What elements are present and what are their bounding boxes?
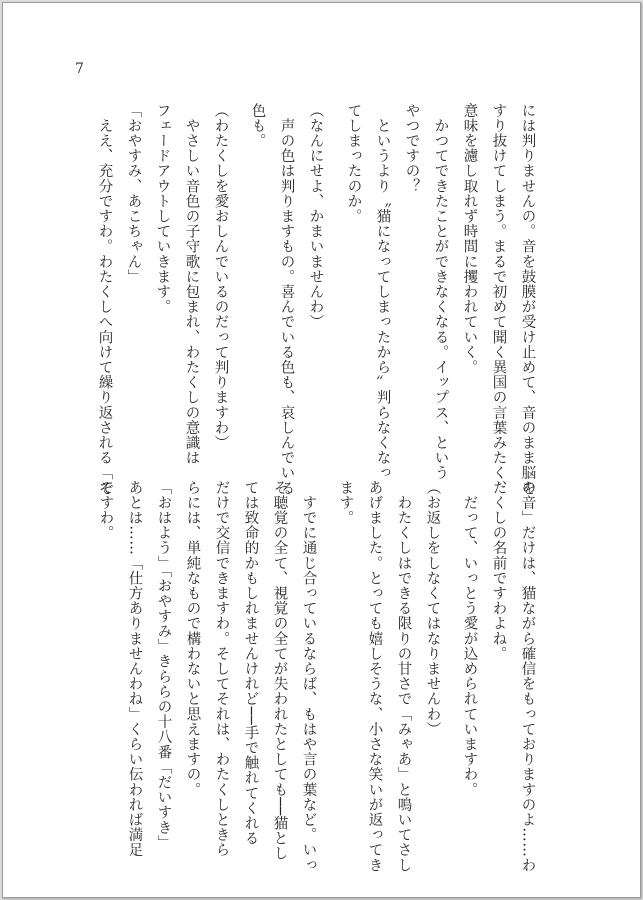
text-column: （お返しをしなくてはなりませんわ） <box>424 480 441 737</box>
text-column: ては致命的かもしれませんけれど──手で触れてくれる <box>242 480 259 846</box>
text-column: わたくしはできる限りの甘さで「みゃあ」と鳴いてさし <box>395 480 412 873</box>
text-column: てしまったのか。 <box>345 103 362 224</box>
text-column: だって、いっとう愛が込められていますわ。 <box>461 480 478 798</box>
text-column: の音」だけは、猫ながら確信をもっておりますのよ……わ <box>519 480 536 873</box>
text-column: フェードアウトしていきます。 <box>154 103 171 315</box>
text-column: すり抜けてしまう。まるで初めて聞く異国の言葉みたく、 <box>490 103 507 496</box>
text-column: たくしの名前ですわよね。 <box>490 480 507 662</box>
text-column: 「おはよう」「おやすみ」きららの十八番「だいすき」 <box>155 480 172 851</box>
text-column: やさしい音色の子守歌に包まれ、わたくしの意識は <box>183 103 200 466</box>
book-page <box>2 2 641 898</box>
text-column: かつてできたことができなくなる。イップス、という <box>432 103 449 481</box>
text-column: らには、単純なもので構わないと思えますの。 <box>184 480 201 798</box>
text-column: あげました。とっても嬉しそうな、小さな笑いが返ってき <box>366 480 383 873</box>
text-column: 色も。 <box>249 103 266 149</box>
text-column: すでに通じ合っているならば、もはや言の葉など。いっ <box>300 480 317 873</box>
text-column: ですわ。 <box>97 480 114 541</box>
text-column: そ聴覚の全て、視覚の全てが失われたとしても──猫とし <box>271 480 288 862</box>
text-column: ええ、充分ですわ。わたくしへ向けて繰り返される「そ <box>96 103 113 496</box>
text-column: というより〝猫になってしまったから〟判らなくなっ <box>374 103 391 481</box>
text-column: 声の色は判りますもの。喜んでいる色も、哀しんでいる <box>278 103 295 496</box>
text-column: には判りませんの。音を鼓膜が受け止めて、音のまま脳を <box>519 103 536 496</box>
text-column: ます。 <box>337 480 354 526</box>
text-column: （わたくしを愛おしんでいるのだって判りますわ） <box>212 103 229 451</box>
text-column: あとは……「仕方ありませんわね」くらい伝われば満足 <box>126 480 143 858</box>
text-column: 意味を濾し取れず時間に攫われていく。 <box>461 103 478 375</box>
text-column: やつですの？ <box>403 103 420 194</box>
text-column: （なんにせよ、かまいませんわ） <box>307 103 324 330</box>
text-column: だけで交信できますわ。そしてそれは、わたくしときら <box>213 480 230 858</box>
page-number: 7 <box>75 61 84 77</box>
text-column: 「おやすみ、あこちゃん」 <box>125 103 142 285</box>
